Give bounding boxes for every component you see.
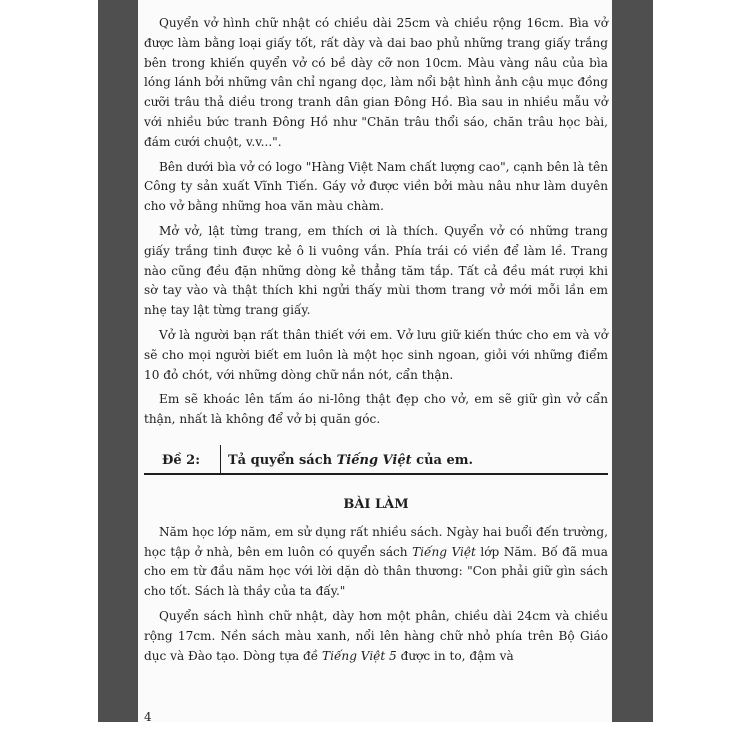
exercise-title-prefix: Tả quyển sách bbox=[228, 452, 337, 468]
exercise-heading bbox=[144, 445, 608, 475]
paragraph: Mở vở, lật từng trang, em thích ơi là thích. Quyển vở có những trang giấy trắng tinh được kẻ ô li vuông vắn. Phía trái có viền để làm lề. Trang nào cũng đều đặn những dòng kẻ thẳng tăm tắp. Tất cả đều mát rượi khi sờ tay vào và thật thích khi ngửi thấy mùi thơm trang vở mới mỗi lần em nhẹ tay lật từng trang giấy. bbox=[144, 223, 608, 318]
page-number: 4 bbox=[144, 710, 152, 722]
paragraph-text: Năm học lớp năm, em sử dụng rất nhiều sách. Ngày hai buổi đến trường, học tập ở nhà, bên em luôn có quyển sách bbox=[144, 524, 608, 559]
exercise-title-suffix: của em. bbox=[411, 452, 474, 468]
exercise-title bbox=[228, 451, 473, 471]
right-shadow-bar bbox=[612, 0, 653, 722]
book-name: Tiếng Việt bbox=[412, 544, 476, 559]
paragraph-text: lớp Năm. Bố đã mua cho em từ đầu năm học với lời dặn dò thân thương: "Con phải giữ gìn sách cho tốt. Sách là thầy của ta đấy." bbox=[144, 544, 608, 599]
essay-title: BÀI LÀM bbox=[343, 496, 409, 512]
book-page bbox=[138, 0, 612, 722]
page-content bbox=[144, 14, 608, 671]
paragraph: Em sẽ khoác lên tấm áo ni-lông thật đẹp cho vở, em sẽ giữ gìn vở cẩn thận, nhất là không để vở bị quăn góc. bbox=[144, 392, 608, 427]
paragraph-text: Quyển sách hình chữ nhật, dày hơn một phân, chiều dài 24cm và chiều rộng 17cm. Nền sách màu xanh, nổi lên hàng chữ nhỏ phía trên Bộ Giáo dục và Đào tạo. Dòng tựa đề bbox=[144, 608, 608, 663]
paragraph bbox=[144, 607, 608, 666]
book-name: Tiếng Việt 5 bbox=[322, 648, 397, 663]
paragraph: Vở là người bạn rất thân thiết với em. Vở lưu giữ kiến thức cho em và vở sẽ cho mọi người biết em luôn là một học sinh ngoan, giỏi với những điểm 10 đỏ chót, với những dòng chữ nắn nót, cẩn thận. bbox=[144, 327, 608, 382]
exercise-label: Đề 2: bbox=[162, 452, 201, 468]
paragraph-text: được in to, đậm và bbox=[396, 648, 514, 663]
paragraph: Quyển vở hình chữ nhật có chiều dài 25cm và chiều rộng 16cm. Bìa vở được làm bằng loại giấy tốt, rất dày và dai bao phủ những trang giấy trắng bên trong khiến quyển vở có bề dày cỡ non 10cm. Màu vàng nâu của bìa lóng lánh bởi những vân chỉ ngang dọc, làm nổi bật hình ảnh cậu mục đồng cưỡi trâu thả diều trong tranh dân gian Đông Hồ. Bìa sau in nhiều mẫu vở với nhiều bức tranh Đông Hồ như "Chăn trâu thổi sáo, chăn trâu học bài, đám cưới chuột, v.v...". bbox=[144, 16, 608, 149]
heading-divider bbox=[220, 445, 221, 473]
left-shadow-bar bbox=[98, 0, 138, 722]
paragraph bbox=[144, 523, 608, 602]
exercise-title-book: Tiếng Việt bbox=[336, 452, 412, 468]
paragraph: Bên dưới bìa vở có logo "Hàng Việt Nam chất lượng cao", cạnh bên là tên Công ty sản xuất Vĩnh Tiến. Gáy vở được viền bởi màu nâu như làm duyên cho vở bằng những hoa văn màu chàm. bbox=[144, 159, 608, 214]
